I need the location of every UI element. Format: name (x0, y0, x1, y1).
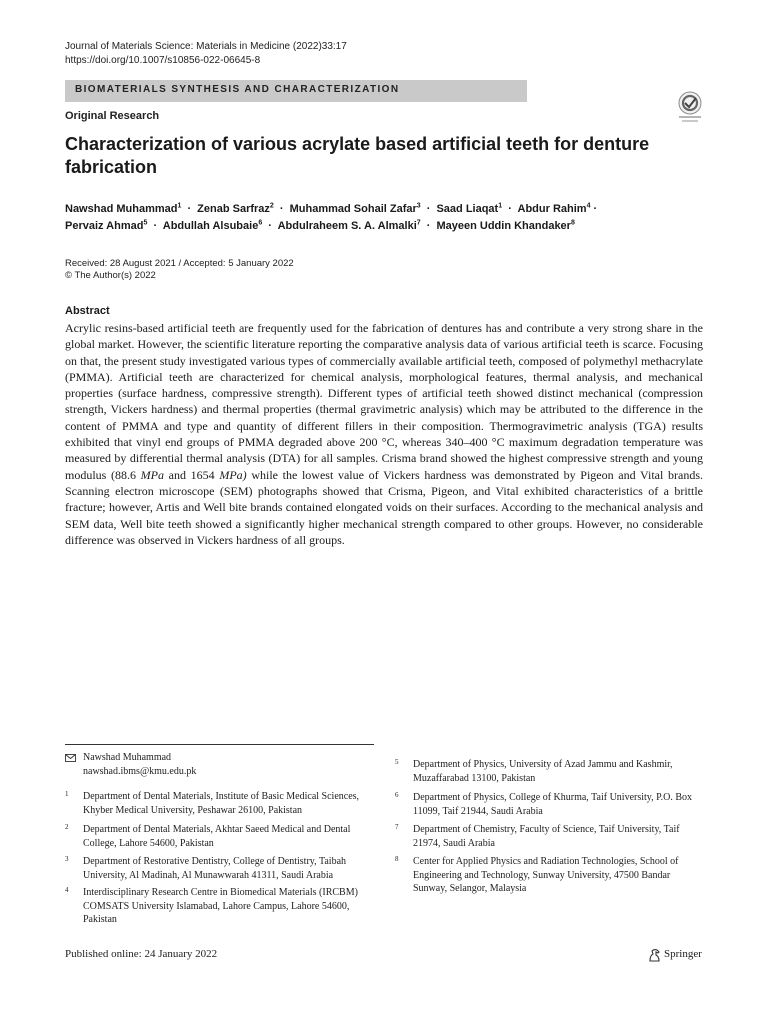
section-banner (65, 80, 527, 102)
author-separator: · (279, 203, 284, 215)
article-title: Characterization of various acrylate based artificial teeth for denture fabrication (65, 134, 650, 177)
author-separator: · (268, 220, 272, 232)
corresponding-name: Nawshad Muhammad (83, 752, 172, 763)
journal-header (65, 40, 347, 68)
author-separator: · (508, 203, 512, 215)
section-label: BIOMATERIALS SYNTHESIS AND CHARACTERIZATION (75, 84, 400, 95)
journal-citation: Journal of Materials Science: Materials in Medicine (2022)33:17 (65, 41, 347, 52)
springer-horse-icon (648, 948, 661, 962)
author-affiliation-mark: 7 (416, 219, 421, 227)
author-name[interactable]: Pervaiz Ahmad (65, 220, 144, 232)
corresponding-email[interactable]: nawshad.ibms@kmu.edu.pk (83, 766, 197, 777)
abstract-text: Acrylic resins-based artificial teeth are frequently used for the fabrication of dentures has and contribute a very strong share in the global market. However, the scientific literature reporting the comparative analysis data of various artificial teeth is scarce. Focusing on that, the present study investigated various types of commercially available artificial teeth, composed of polymethyl methacrylate (PMMA). Artificial teeth are characterized for chemical analysis, morphological features, thermal analysis, and mechanical properties (surface hardness, compressive strength). Different types of artificial teeth showed distinct mechanical (compression strength, Vickers hardness) and thermal properties (thermal gravimetric analysis) which may be attributed to the difference in the content of PMMA and type and quantity of different fillers in their composition. Thermogravimetric analysis (TGA) results exhibited that vinyl end groups of PMMA degraded above 200 °C, whereas 340–400 °C maximum degradation temperature was measured by differential thermal analysis (DTA) for all samples. Crisma brand showed the highest compressive strength and young modulus (88.6 MPa and 1654 MPa) while the lowest value of Vickers hardness was demonstrated by Pigeon and Vital brands. Scanning electron microscope (SEM) photographs showed that Crisma, Pigeon, and Vital exhibited characteristics of a brittle fracture; however, Artis and Well bite brands contained elongated voids on their surfaces. According to the mechanical analysis and SEM data, Well bite teeth showed a significantly higher mechanical strength compared to other groups. However, no considerable difference was observed in Vickers hardness of all groups. (65, 321, 703, 547)
author-name[interactable]: Mayeen Uddin Khandaker (436, 220, 571, 232)
author-affiliation-mark: 3 (416, 202, 421, 210)
check-for-updates-icon[interactable] (676, 91, 704, 123)
envelope-icon (65, 754, 76, 762)
author-affiliation-mark: 4 (586, 202, 591, 210)
author-name[interactable]: Saad Liaqat (436, 203, 499, 215)
author-separator: · (426, 203, 431, 215)
published-online: Published online: 24 January 2022 (65, 948, 218, 960)
author-affiliation-mark: 5 (143, 219, 148, 227)
author-affiliation-mark: 6 (258, 219, 263, 227)
article-type: Original Research (65, 110, 160, 122)
author-name[interactable]: Muhammad Sohail Zafar (289, 203, 417, 215)
author-separator: · (153, 220, 158, 232)
author-name[interactable]: Abdulraheem S. A. Almalki (277, 220, 417, 232)
author-separator: · (187, 203, 192, 215)
publisher-name: Springer (664, 948, 702, 960)
author-name[interactable]: Abdur Rahim (517, 203, 587, 215)
author-affiliation-mark: 1 (498, 202, 503, 210)
abstract-heading: Abstract (65, 305, 110, 317)
author-name[interactable]: Abdullah Alsubaie (162, 220, 259, 232)
author-name[interactable]: Zenab Sarfraz (197, 203, 270, 215)
article-dates (65, 258, 294, 282)
copyright: © The Author(s) 2022 (65, 270, 156, 281)
author-affiliation-mark: 2 (269, 202, 274, 210)
article-page: Journal of Materials Science: Materials in Medicine (2022)33:17 https://doi.org/10.1007/s10856-022-06645-8 BIOMATERIALS SYNTHESIS AND CHARACTERIZATION Original Research Characterization of various acrylate based artificial teeth for denture fabrication Nawshad Muhammad$^1$ · Zenab Sarfraz$^2$ · Muhammad Sohail Zafar$^3$ · Saad Liaqat$^1$ · Abdur Rahim$^4$ · Pervaiz Ahmad$^5$ · Abdullah Alsubaie$^6$ · Abdulraheem S. A. Almalki$^7$ · Mayeen Uddin Khandaker$^8$ Received: 28 August 2021 / Accepted: 5 January 2022 © The Author(s) 2022 Abstract Acrylic resins-based artificial teeth are frequently used for the fabrication of dentures has and contribute a very strong share in the global market. However, the scientific literature reporting the comparative analysis data of various artificial teeth is scarce. Focusing on that, the present study investigated various types of commercially available artificial teeth, composed of polymethyl methacrylate (PMMA). Artificial teeth are characterized for chemical analysis, morphological features, thermal analysis, and mechanical properties (surface hardness, compressive strength). Different types of artificial teeth showed distinct mechanical (compression strength, Vickers hardness) and thermal properties (thermal gravimetric analysis) which may be attributed to the difference in the content of PMMA and type and quantity of different fillers in their composition. Thermogravimetric analysis (TGA) results exhibited that vinyl end groups of PMMA degraded above 200 °C, whereas 340–400 °C maximum degradation temperature was measured by differential thermal analysis (DTA) for all samples. Crisma brand showed the highest compressive strength and young modulus (88.6 MPa and 1654 MPa) while the lowest value of Vickers hardness was demonstrated by Pigeon and Vital brands. Scanning electron microscope (SEM) photographs showed that Crisma, Pigeon, and Vital exhibited characteristics of a brittle fracture; however, Artis and Well bite brands contained elongated voids on their surfaces. According to the mechanical analysis and SEM data, Well bite teeth showed a significantly higher mechanical strength compared to other groups. However, no considerable difference was observed in Vickers hardness of all groups. Nawshad Muhammad nawshad.ibms@kmu.edu.pk 1 Department of Dental Materials, Institute of Basic Medical Sciences, Khyber Medical University, Peshawar 26100, Pakistan 2 Department of Dental Materials, Akhtar Saeed Medical and Dental College, Lahore 54600, Pakistan 3 Department of Restorative Dentistry, College of Dentistry, Taibah University, Al Madinah, Al Munawwarah 41311, Saudi Arabia 4 Interdisciplinary Research Centre in Biomedical Materials (IRCBM) COMSATS University Islamabad, Lahore Campus, Lahore 54600, Pakistan 5 Department of Physics, University of Azad Jammu and Kashmir, Muzaffarabad 13100, Pakistan 6 Department of Physics, College of Khurma, Taif University, P.O. Box 11099, Taif 21944, Saudi Arabia 7 Department of Chemistry, Faculty of Science, Taif University, Taif 21974, Saudi Arabia 8 Center for Applied Physics and Radiation Technologies, School of Engineering and Technology, Sunway University, 47500 Bandar Sunway, Selangor, Malaysia Published online: 24 January 2022 Springer (0, 0, 768, 1024)
author-name[interactable]: Nawshad Muhammad (65, 203, 178, 215)
author-affiliation-mark: 1 (177, 202, 182, 210)
author-affiliation-mark: 8 (570, 219, 575, 227)
author-separator: · (426, 220, 431, 232)
footnote-divider (65, 744, 374, 745)
author-list: Nawshad Muhammad$^1$ · Zenab Sarfraz$^2$ · Muhammad Sohail Zafar$^3$ · Saad Liaqat$^1$ · Abdur Rahim$^4$ · Pervaiz Ahmad$^5$ · Abdullah Alsubaie$^6$ · Abdulraheem S. A. Almalki$^7$ · Mayeen Uddin Khandaker$^8$ (65, 202, 598, 232)
doi-link[interactable]: https://doi.org/10.1007/s10856-022-06645-8 (65, 55, 261, 66)
received-accepted: Received: 28 August 2021 / Accepted: 5 January 2022 (65, 258, 294, 269)
